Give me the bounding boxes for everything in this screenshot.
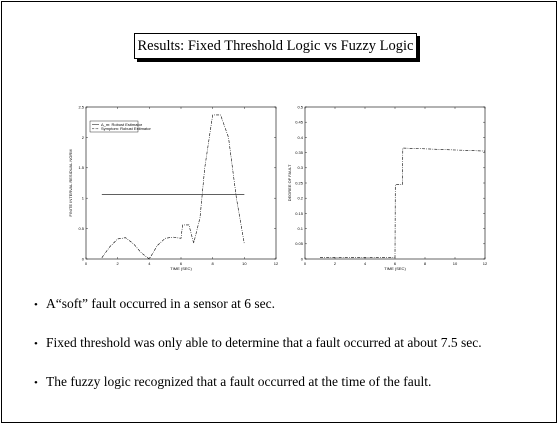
x-tick-label: 6 (393, 261, 397, 266)
series-line (320, 148, 485, 257)
y-tick-label: 0.5 (297, 104, 303, 110)
y-tick-label: 2.5 (78, 104, 84, 110)
x-axis-label: TIME (SEC) (170, 266, 192, 271)
x-tick-label: 12 (482, 261, 488, 266)
y-tick-label: 0.1 (297, 226, 303, 231)
x-tick-label: 6 (179, 261, 183, 266)
y-tick-label: 0.05 (295, 241, 303, 247)
bullet-marker: • (34, 299, 38, 311)
y-tick-label: 0.5 (78, 226, 84, 231)
y-tick-label: 0 (300, 256, 303, 262)
x-tick-label: 0 (303, 261, 307, 266)
x-tick-label: 8 (211, 261, 214, 266)
bullet-item (34, 296, 275, 313)
x-tick-label: 2 (333, 261, 337, 266)
x-tick-label: 10 (452, 261, 458, 266)
x-tick-label: 4 (148, 261, 151, 266)
bullet-text: A“soft” fault occurred in a sensor at 6 sec. (46, 296, 276, 311)
bullet-item (34, 335, 482, 352)
y-axis-label: DEGREE OF FAULT (287, 164, 292, 202)
y-tick-label: 0 (81, 256, 84, 262)
x-tick-label: 10 (242, 261, 247, 266)
legend-label: Symptom: Robust Estimator (101, 126, 151, 131)
y-tick-label: 0.45 (295, 119, 303, 125)
y-tick-label: 0.15 (295, 210, 303, 216)
series-line (102, 115, 245, 259)
x-axis-label: TIME (SEC) (384, 266, 406, 271)
y-tick-label: 0.3 (297, 165, 303, 171)
bullet-item (34, 374, 431, 391)
y-tick-label: 0.25 (295, 180, 303, 186)
plot-frame (305, 107, 485, 259)
x-tick-label: 12 (273, 261, 279, 266)
slide-title: Results: Fixed Threshold Logic vs Fuzzy Logic (134, 33, 417, 59)
legend-label: Δ_m: Robust Estimator (101, 121, 143, 127)
y-tick-label: 2 (81, 134, 84, 140)
y-tick-label: 0.2 (297, 195, 303, 201)
y-axis-label: FINITE INTERVAL RESIDUAL NORM (68, 149, 73, 217)
bullet-marker: • (34, 338, 38, 350)
y-tick-label: 0.4 (297, 134, 303, 140)
degree-of-fault-chart (287, 104, 488, 271)
x-tick-label: 0 (84, 261, 88, 266)
y-tick-label: 0.35 (295, 150, 303, 155)
residual-norm-chart (68, 104, 279, 271)
x-tick-label: 2 (116, 261, 119, 266)
x-tick-label: 4 (363, 261, 367, 266)
bullet-text: Fixed threshold was only able to determine that a fault occurred at about 7.5 sec. (46, 335, 482, 350)
x-tick-label: 8 (423, 261, 427, 266)
y-tick-label: 1 (81, 195, 84, 201)
bullet-marker: • (34, 377, 38, 389)
y-tick-label: 1.5 (78, 165, 84, 171)
bullet-text: The fuzzy logic recognized that a fault occurred at the time of the fault. (46, 374, 432, 389)
